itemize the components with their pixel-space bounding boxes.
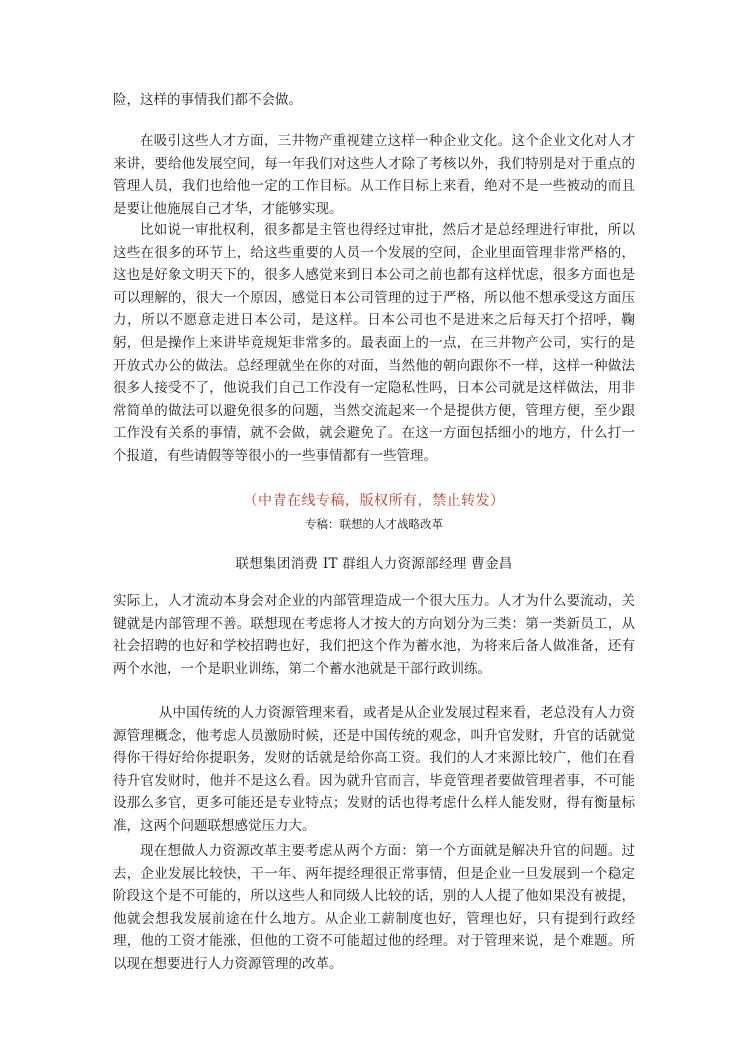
paragraph-4: 实际上，人才流动本身会对企业的内部管理造成一个很大压力。人才为什么要流动，关键就是内部管理不善。联想现在考虑将人才按大的方向划分为三类：第一类新员工，从社会招聘的也好和学校招聘也好，我们把这个作为蓄水池，为将来后备人做准备，还有两个水池，一个是职业训练，第二个蓄水池就是干部行政训练。 — [113, 593, 635, 677]
paragraph-2: 在吸引这些人才方面，三井物产重视建立这样一种企业文化。这个企业文化对人才来讲，要给他发展空间，每一年我们对这些人才除了考核以外，我们特别是对于重点的管理人员，我们也给他一定的工作目标。从工作目标上来看，绝对不是一些被动的而且是要让他施展自己才华，才能够实现。 — [113, 133, 635, 217]
author-line: 联想集团消费 IT 群组人力资源部经理 曹金昌 — [235, 556, 513, 572]
article-subtitle: 专稿：联想的人才战略改革 — [305, 517, 443, 531]
paragraph-3: 比如说一审批权利，很多都是主管也得经过审批，然后才是总经理进行审批，所以这些在很多的环节上，给这些重要的人员一个发展的空间，企业里面管理非常严格的，这也是好象文明天下的，很多人感觉来到日本公司之前也都有这样忧虑，很多方面也是可以理解的，很大一个原因，感觉日本公司管理的过于严格，所以他不想承受这方面压力，所以不愿意走进日本公司，是这样。日本公司也不是进来之后每天打个招呼，鞠躬，但是操作上来讲毕竟规矩非常多的。最表面上的一点，在三井物产公司，实行的是开放式办公的做法。总经理就坐在你的对面，当然他的朝向跟你不一样，这样一种做法很多人接受不了，他说我们自己工作没有一定隐私性吗，日本公司就是这样做法，用非常简单的做法可以避免很多的问题，当然交流起来一个是提供方便，管理方便，至少跟工作没有关系的事情，就不会做，就会避免了。在这一方面包括细小的地方，什么打一个报道，有些请假等等很小的一些事情都有一些管理。 — [113, 222, 635, 464]
paragraph-6: 现在想做人力资源改革主要考虑从两个方面：第一个方面就是解决升官的问题。过去，企业发展比较快，干一年、两年提经理很正常事情，但是企业一旦发展到一个稳定阶段这个是不可能的，所以这些人和同级人比较的话，别的人人提了他如果没有被提，他就会想我发展前途在什么地方。从企业工薪制度也好，管理也好，只有提到行政经理，他的工资才能涨，但他的工资不可能超过他的经理。对于管理来说，是个难题。所以现在想要进行人力资源管理的改革。 — [113, 843, 635, 972]
paragraph-5: 从中国传统的人力资源管理来看，或者是从企业发展过程来看，老总没有人力资源管理概念，他考虑人员激励时候，还是中国传统的观念，叫升官发财，升官的话就觉得你干得好给你提职务，发财的话就是给你高工资。我们的人才来源比较广，他们在看待升官发财时，他并不是这么看。因为就升官而言，毕竟管理者要做管理者事，不可能设那么多官，更多可能还是专业特点；发财的话也得考虑什么样人能发财，得有衡量标准，这两个问题联想感觉压力大。 — [113, 705, 635, 834]
paragraph-1: 险，这样的事情我们都不会做。 — [113, 92, 302, 108]
copyright-notice: （中青在线专稿，版权所有，禁止转发） — [243, 493, 505, 509]
